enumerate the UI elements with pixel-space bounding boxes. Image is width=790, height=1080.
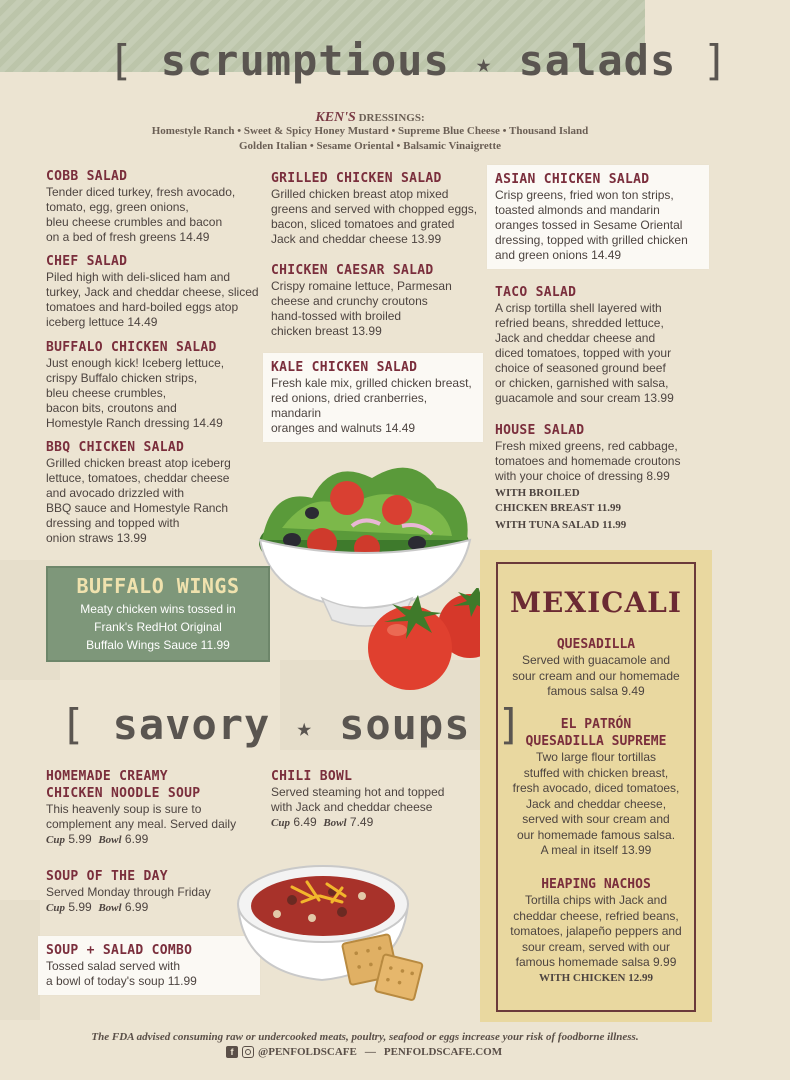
bowl-label: Bowl bbox=[98, 902, 122, 914]
item-option: WITH CHICKEN 12.99 bbox=[539, 971, 653, 984]
item-name: CHILI BOWL bbox=[271, 769, 353, 784]
soups-title-word-1: savory bbox=[112, 700, 271, 749]
buffalo-wings-box bbox=[46, 566, 270, 662]
star-icon: ★ bbox=[296, 713, 313, 742]
menu-item-buffalo-chicken-salad bbox=[46, 339, 261, 431]
item-name: EL PATRÓN QUESADILLA SUPREME bbox=[525, 717, 667, 749]
menu-item-house-salad bbox=[495, 422, 710, 533]
dressings-label: DRESSINGS: bbox=[358, 112, 425, 124]
item-name: SOUP OF THE DAY bbox=[46, 869, 168, 884]
dressings-list-line-1: Homestyle Ranch • Sweet & Spicy Honey Mustard • Supreme Blue Cheese • Thousand Island bbox=[151, 125, 589, 137]
cup-price: 5.99 bbox=[68, 900, 92, 914]
instagram-icon[interactable] bbox=[242, 1046, 254, 1058]
dressings-list-line-2: Golden Italian • Sesame Oriental • Balsamic Vinaigrette bbox=[238, 140, 501, 152]
item-prices bbox=[271, 815, 373, 829]
item-description: Fresh mixed greens, red cabbage, tomatoes and homemade croutons with your choice of dressing 8.99 bbox=[495, 439, 681, 483]
menu-item-quesadilla-supreme bbox=[500, 716, 692, 859]
bowl-price: 7.49 bbox=[349, 815, 374, 829]
menu-item-cobb-salad bbox=[46, 168, 261, 245]
menu-item-soup-of-the-day bbox=[46, 868, 261, 916]
menu-item-kale-chicken-salad bbox=[263, 353, 483, 442]
cup-price: 6.49 bbox=[293, 815, 317, 829]
menu-item-quesadilla bbox=[500, 636, 692, 700]
bowl-price: 6.99 bbox=[124, 900, 149, 914]
item-name: SOUP + SALAD COMBO bbox=[46, 943, 193, 958]
item-name: GRILLED CHICKEN SALAD bbox=[271, 171, 442, 186]
salads-title-word-2: salads bbox=[518, 36, 677, 85]
item-name: HEAPING NACHOS bbox=[541, 877, 651, 892]
texture-block bbox=[0, 900, 40, 1020]
bracket-right: ] bbox=[496, 700, 524, 749]
item-description: Grilled chicken breast atop iceberg lettuce, tomatoes, cheddar cheese and avocado drizzled with BBQ sauce and Homestyle Ranch dressing and topped with onion straws 13.99 bbox=[46, 456, 231, 545]
salads-title-word-1: scrumptious bbox=[160, 36, 450, 85]
menu-item-chili-bowl bbox=[271, 768, 476, 831]
item-description: Piled high with deli-sliced ham and turkey, Jack and cheddar cheese, sliced tomatoes and hard-boiled eggs atop iceberg lettuce 14.49 bbox=[46, 270, 259, 329]
cup-label: Cup bbox=[46, 902, 65, 914]
salads-section-title bbox=[108, 36, 729, 85]
item-description: Fresh kale mix, grilled chicken breast, red onions, dried cranberries, mandarin oranges and walnuts 14.49 bbox=[271, 376, 472, 435]
item-name: HOUSE SALAD bbox=[495, 423, 585, 438]
menu-item-chicken-noodle-soup bbox=[46, 768, 261, 848]
star-icon: ★ bbox=[476, 49, 493, 78]
item-name: ASIAN CHICKEN SALAD bbox=[495, 172, 650, 187]
wings-description: Meaty chicken wins tossed in Frank's RedHot Original Buffalo Wings Sauce 11.99 bbox=[80, 602, 236, 652]
social-handle[interactable]: @PENFOLDSCAFE bbox=[258, 1046, 357, 1058]
item-name: QUESADILLA bbox=[556, 637, 636, 652]
bowl-price: 6.99 bbox=[124, 832, 149, 846]
wings-title: BUFFALO WINGS bbox=[76, 574, 240, 598]
bowl-label: Bowl bbox=[98, 834, 122, 846]
chili-bowl-illustration bbox=[232, 852, 447, 1012]
item-prices bbox=[46, 832, 148, 846]
menu-item-taco-salad bbox=[495, 284, 710, 406]
menu-item-bbq-chicken-salad bbox=[46, 439, 261, 546]
separator: — bbox=[364, 1046, 376, 1058]
facebook-icon[interactable]: f bbox=[226, 1046, 238, 1058]
fda-disclaimer: The FDA advised consuming raw or undercooked meats, poultry, seafood or eggs increase your risk of foodborne illness. bbox=[91, 1031, 639, 1043]
bracket-left: [ bbox=[60, 700, 87, 749]
soups-title-word-2: soups bbox=[339, 700, 471, 749]
dressings-heading bbox=[0, 110, 740, 126]
bracket-right: ] bbox=[702, 36, 729, 85]
item-option: WITH TUNA SALAD 11.99 bbox=[495, 519, 627, 531]
soups-section-title bbox=[60, 700, 523, 749]
bracket-left: [ bbox=[108, 36, 135, 85]
item-name: CHICKEN CAESAR SALAD bbox=[271, 263, 434, 278]
item-description: Served steaming hot and topped with Jack and cheddar cheese bbox=[271, 785, 445, 814]
menu-item-chicken-caesar-salad bbox=[271, 262, 481, 339]
item-description: Grilled chicken breast atop mixed greens and served with chopped eggs, bacon, sliced tomatoes and grated Jack and cheddar cheese 13.99 bbox=[271, 187, 478, 246]
menu-item-soup-salad-combo bbox=[38, 936, 260, 995]
item-description: Just enough kick! Iceberg lettuce, crispy Buffalo chicken strips, bleu cheese crumbles, bacon bits, croutons and Homestyle Ranch dressing 14.49 bbox=[46, 356, 225, 430]
menu-item-heaping-nachos bbox=[500, 876, 692, 986]
social-footer bbox=[226, 1046, 502, 1058]
item-name: BBQ CHICKEN SALAD bbox=[46, 440, 185, 455]
kens-logo: KEN'S bbox=[315, 110, 356, 125]
item-description: Tender diced turkey, fresh avocado, tomato, egg, green onions, bleu cheese crumbles and bacon on a bed of fresh greens 14.49 bbox=[46, 185, 236, 244]
website-link[interactable]: PENFOLDSCAFE.COM bbox=[383, 1046, 503, 1058]
item-option: WITH BROILED CHICKEN BREAST 11.99 bbox=[495, 487, 622, 514]
item-name: HOMEMADE CREAMY CHICKEN NOODLE SOUP bbox=[46, 769, 201, 801]
item-description: A crisp tortilla shell layered with refried beans, shredded lettuce, Jack and cheddar cheese and diced tomatoes, topped with your choice of seasoned ground beef or chicken, garnished with salsa, guacamole and sour cream 13.99 bbox=[495, 301, 674, 405]
item-description: Crisp greens, fried won ton strips, toasted almonds and mandarin oranges tossed in Sesame Oriental dressing, topped with grilled chicken and green onions 14.49 bbox=[495, 188, 688, 262]
cup-price: 5.99 bbox=[68, 832, 92, 846]
mexicali-title: MEXICALI bbox=[510, 586, 682, 619]
item-description: Served with guacamole and sour cream and our homemade famous salsa 9.49 bbox=[512, 653, 680, 698]
item-description: Tortilla chips with Jack and cheddar cheese, refried beans, tomatoes, jalapeño peppers and sour cream, served with our famous homemade salsa 9.99 bbox=[510, 893, 682, 969]
cup-label: Cup bbox=[271, 817, 290, 829]
item-name: KALE CHICKEN SALAD bbox=[271, 360, 418, 375]
item-name: COBB SALAD bbox=[46, 169, 128, 184]
bowl-label: Bowl bbox=[323, 817, 347, 829]
item-description: Tossed salad served with a bowl of today's soup 11.99 bbox=[46, 959, 197, 988]
item-name: TACO SALAD bbox=[495, 285, 577, 300]
item-description: This heavenly soup is sure to complement any meal. Served daily bbox=[46, 802, 237, 831]
menu-item-asian-chicken-salad bbox=[487, 165, 709, 269]
item-description: Two large flour tortillas stuffed with chicken breast, fresh avocado, diced tomatoes, Jack and cheddar cheese, served with sour cream and our homemade famous salsa. A meal in itself 13.99 bbox=[512, 750, 680, 857]
item-description: Crispy romaine lettuce, Parmesan cheese and crunchy croutons hand-tossed with broiled chicken breast 13.99 bbox=[271, 279, 452, 338]
menu-item-chef-salad bbox=[46, 253, 261, 330]
item-name: CHEF SALAD bbox=[46, 254, 128, 269]
menu-item-grilled-chicken-salad bbox=[271, 170, 481, 247]
item-name: BUFFALO CHICKEN SALAD bbox=[46, 340, 217, 355]
item-prices bbox=[46, 900, 148, 914]
cup-label: Cup bbox=[46, 834, 65, 846]
item-description: Served Monday through Friday bbox=[46, 885, 211, 899]
